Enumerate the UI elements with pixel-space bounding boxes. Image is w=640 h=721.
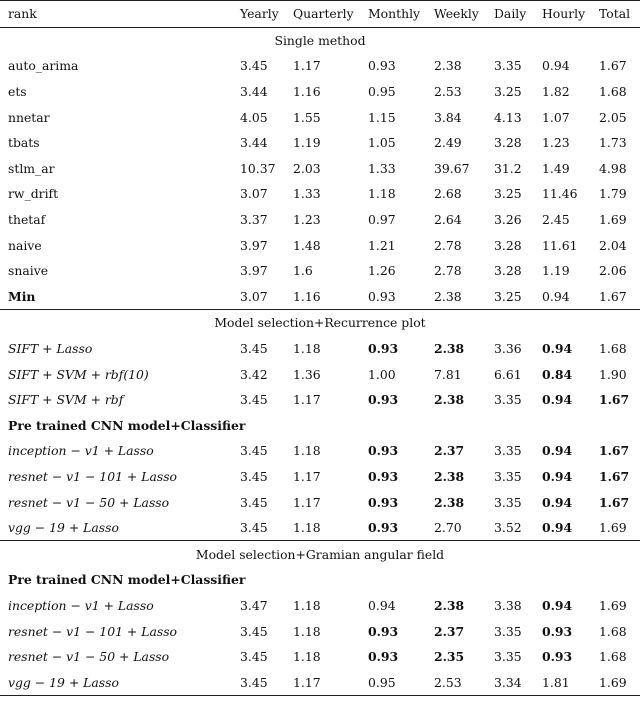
value-cell: 1.17: [293, 494, 321, 510]
value-cell: 3.45: [240, 494, 268, 510]
value-cell: 1.67: [599, 494, 630, 510]
method-name: resnet − v1 − 50 + Lasso: [8, 494, 170, 510]
value-cell: 3.36: [494, 341, 522, 357]
value-cell: 1.82: [542, 84, 570, 100]
value-cell: 1.17: [293, 674, 321, 690]
value-cell: 1.6: [293, 263, 313, 279]
section-header-row: [0, 310, 640, 336]
value-cell: 1.69: [599, 597, 627, 613]
table-row: [0, 232, 640, 258]
table-row: [0, 207, 640, 233]
value-cell: 1.81: [542, 674, 570, 690]
header-weekly: Weekly: [434, 6, 479, 22]
value-cell: 0.84: [542, 366, 573, 382]
value-cell: 2.38: [434, 597, 465, 613]
value-cell: 1.33: [368, 160, 396, 176]
value-cell: 3.37: [240, 212, 268, 228]
value-cell: 6.61: [494, 366, 522, 382]
value-cell: 2.78: [434, 263, 462, 279]
header-monthly: Monthly: [368, 6, 421, 22]
value-cell: 1.19: [293, 135, 321, 151]
value-cell: 2.64: [434, 212, 462, 228]
value-cell: 1.69: [599, 212, 627, 228]
value-cell: 3.07: [240, 288, 268, 304]
method-name: stlm_ar: [8, 160, 55, 176]
table-row: [0, 156, 640, 182]
value-cell: 0.93: [368, 288, 396, 304]
group-title: Pre trained CNN model+Classifier: [8, 417, 246, 433]
value-cell: 1.69: [599, 520, 627, 536]
value-cell: 1.67: [599, 443, 630, 459]
value-cell: 0.94: [542, 392, 573, 408]
value-cell: 2.04: [599, 237, 627, 253]
value-cell: 11.61: [542, 237, 578, 253]
method-name: vgg − 19 + Lasso: [8, 520, 119, 536]
section-title: Single method: [274, 32, 366, 48]
value-cell: 4.98: [599, 160, 627, 176]
value-cell: 3.45: [240, 392, 268, 408]
table-row: [0, 79, 640, 105]
value-cell: 0.93: [368, 649, 399, 665]
value-cell: 1.05: [368, 135, 396, 151]
header-daily: Daily: [494, 6, 527, 22]
value-cell: 0.94: [542, 58, 570, 74]
value-cell: 3.97: [240, 263, 268, 279]
value-cell: 1.49: [542, 160, 570, 176]
value-cell: 1.67: [599, 392, 630, 408]
method-name: ets: [8, 84, 27, 100]
table-row: [0, 438, 640, 464]
value-cell: 3.26: [494, 212, 522, 228]
method-name: inception − v1 + Lasso: [8, 443, 154, 459]
value-cell: 0.93: [542, 623, 573, 639]
value-cell: 3.45: [240, 58, 268, 74]
table-row: [0, 489, 640, 515]
group-header-row: [0, 567, 640, 593]
value-cell: 3.44: [240, 135, 268, 151]
value-cell: 1.21: [368, 237, 396, 253]
value-cell: 1.79: [599, 186, 627, 202]
value-cell: 0.93: [542, 649, 573, 665]
value-cell: 1.36: [293, 366, 321, 382]
value-cell: 11.46: [542, 186, 578, 202]
value-cell: 0.93: [368, 494, 399, 510]
value-cell: 1.18: [293, 341, 321, 357]
section-header-row: [0, 541, 640, 567]
table-row: [0, 336, 640, 362]
value-cell: 1.17: [293, 468, 321, 484]
value-cell: 3.47: [240, 597, 268, 613]
value-cell: 2.37: [434, 443, 465, 459]
value-cell: 3.45: [240, 623, 268, 639]
value-cell: 1.67: [599, 288, 627, 304]
value-cell: 3.35: [494, 392, 522, 408]
value-cell: 0.94: [542, 597, 573, 613]
value-cell: 31.2: [494, 160, 522, 176]
value-cell: 3.07: [240, 186, 268, 202]
value-cell: 3.45: [240, 341, 268, 357]
value-cell: 3.42: [240, 366, 268, 382]
value-cell: 1.68: [599, 649, 627, 665]
value-cell: 1.18: [293, 623, 321, 639]
method-name: naive: [8, 237, 42, 253]
value-cell: 7.81: [434, 366, 462, 382]
table-row: [0, 618, 640, 644]
value-cell: 2.78: [434, 237, 462, 253]
group-header-row: [0, 413, 640, 439]
value-cell: 2.70: [434, 520, 462, 536]
value-cell: 3.38: [494, 597, 522, 613]
value-cell: 2.38: [434, 288, 462, 304]
value-cell: 0.95: [368, 674, 396, 690]
value-cell: 0.94: [542, 494, 573, 510]
value-cell: 2.38: [434, 392, 465, 408]
value-cell: 3.52: [494, 520, 522, 536]
value-cell: 1.33: [293, 186, 321, 202]
value-cell: 0.93: [368, 623, 399, 639]
value-cell: 1.90: [599, 366, 627, 382]
value-cell: 3.35: [494, 649, 522, 665]
method-name: thetaf: [8, 212, 46, 228]
value-cell: 0.93: [368, 443, 399, 459]
value-cell: 2.49: [434, 135, 462, 151]
value-cell: 2.03: [293, 160, 321, 176]
header-hourly: Hourly: [542, 6, 586, 22]
value-cell: 0.94: [542, 520, 573, 536]
header-row: [0, 1, 640, 28]
table-row: [0, 361, 640, 387]
value-cell: 1.67: [599, 58, 627, 74]
value-cell: 3.45: [240, 520, 268, 536]
value-cell: 2.38: [434, 58, 462, 74]
value-cell: 3.28: [494, 237, 522, 253]
header-yearly: Yearly: [240, 6, 279, 22]
table-row: [0, 387, 640, 413]
value-cell: 3.28: [494, 135, 522, 151]
value-cell: 3.44: [240, 84, 268, 100]
method-name: SIFT + Lasso: [8, 341, 93, 357]
value-cell: 4.05: [240, 109, 268, 125]
value-cell: 0.94: [542, 443, 573, 459]
table-row: [0, 104, 640, 130]
table-body: [0, 27, 640, 695]
table-row: [0, 669, 640, 695]
method-name: tbats: [8, 135, 40, 151]
value-cell: 1.23: [293, 212, 321, 228]
value-cell: 3.35: [494, 494, 522, 510]
value-cell: 2.38: [434, 494, 465, 510]
value-cell: 3.25: [494, 84, 522, 100]
table-row: [0, 515, 640, 541]
value-cell: 1.55: [293, 109, 321, 125]
table-row: [0, 181, 640, 207]
section-header-row: [0, 27, 640, 53]
value-cell: 0.95: [368, 84, 396, 100]
method-name: inception − v1 + Lasso: [8, 597, 154, 613]
group-title: Pre trained CNN model+Classifier: [8, 572, 246, 588]
value-cell: 0.93: [368, 520, 399, 536]
value-cell: 1.23: [542, 135, 570, 151]
value-cell: 1.17: [293, 58, 321, 74]
method-name: nnetar: [8, 109, 50, 125]
value-cell: 4.13: [494, 109, 522, 125]
value-cell: 2.68: [434, 186, 462, 202]
method-name: Min: [8, 288, 36, 304]
value-cell: 1.00: [368, 366, 396, 382]
value-cell: 3.25: [494, 288, 522, 304]
value-cell: 3.28: [494, 263, 522, 279]
section-title: Model selection+Recurrence plot: [214, 315, 426, 331]
value-cell: 3.84: [434, 109, 462, 125]
value-cell: 3.97: [240, 237, 268, 253]
method-name: snaive: [8, 263, 49, 279]
value-cell: 1.26: [368, 263, 396, 279]
value-cell: 3.25: [494, 186, 522, 202]
value-cell: 2.38: [434, 468, 465, 484]
method-name: resnet − v1 − 101 + Lasso: [8, 623, 178, 639]
value-cell: 3.45: [240, 649, 268, 665]
value-cell: 0.93: [368, 58, 396, 74]
value-cell: 0.93: [368, 468, 399, 484]
value-cell: 1.16: [293, 288, 321, 304]
value-cell: 0.94: [542, 341, 573, 357]
value-cell: 2.38: [434, 341, 465, 357]
value-cell: 2.53: [434, 674, 462, 690]
value-cell: 0.94: [542, 468, 573, 484]
header-quarterly: Quarterly: [293, 6, 354, 22]
value-cell: 1.68: [599, 623, 627, 639]
header-total: Total: [599, 6, 631, 22]
table-row: [0, 593, 640, 619]
value-cell: 1.18: [293, 649, 321, 665]
value-cell: 0.93: [368, 392, 399, 408]
value-cell: 1.73: [599, 135, 627, 151]
value-cell: 3.35: [494, 443, 522, 459]
value-cell: 1.67: [599, 468, 630, 484]
table-row: [0, 258, 640, 284]
value-cell: 1.18: [368, 186, 396, 202]
method-name: auto_arima: [8, 58, 79, 74]
value-cell: 1.18: [293, 443, 321, 459]
value-cell: 3.34: [494, 674, 522, 690]
table-row: [0, 53, 640, 79]
value-cell: 1.48: [293, 237, 321, 253]
value-cell: 10.37: [240, 160, 276, 176]
value-cell: 1.16: [293, 84, 321, 100]
value-cell: 1.68: [599, 341, 627, 357]
value-cell: 3.35: [494, 468, 522, 484]
value-cell: 2.37: [434, 623, 465, 639]
value-cell: 0.94: [542, 288, 570, 304]
value-cell: 1.68: [599, 84, 627, 100]
method-name: vgg − 19 + Lasso: [8, 674, 119, 690]
table-row: [0, 130, 640, 156]
value-cell: 1.18: [293, 597, 321, 613]
table-row: [0, 464, 640, 490]
value-cell: 0.97: [368, 212, 396, 228]
value-cell: 1.19: [542, 263, 570, 279]
method-name: rw_drift: [8, 186, 59, 202]
value-cell: 3.45: [240, 468, 268, 484]
table-row: [0, 284, 640, 310]
value-cell: 2.45: [542, 212, 570, 228]
value-cell: 2.53: [434, 84, 462, 100]
header-rank: rank: [8, 6, 37, 22]
method-name: resnet − v1 − 101 + Lasso: [8, 468, 178, 484]
value-cell: 3.45: [240, 443, 268, 459]
value-cell: 2.05: [599, 109, 627, 125]
value-cell: 1.17: [293, 392, 321, 408]
method-name: resnet − v1 − 50 + Lasso: [8, 649, 170, 665]
value-cell: 1.07: [542, 109, 570, 125]
value-cell: 3.35: [494, 623, 522, 639]
table-row: [0, 644, 640, 670]
value-cell: 0.93: [368, 341, 399, 357]
method-name: SIFT + SVM + rbf: [8, 392, 124, 408]
value-cell: 2.06: [599, 263, 627, 279]
method-name: SIFT + SVM + rbf(10): [8, 366, 149, 382]
value-cell: 2.35: [434, 649, 465, 665]
value-cell: 0.94: [368, 597, 396, 613]
value-cell: 3.45: [240, 674, 268, 690]
value-cell: 39.67: [434, 160, 470, 176]
value-cell: 1.15: [368, 109, 396, 125]
value-cell: 1.69: [599, 674, 627, 690]
section-title: Model selection+Gramian angular field: [195, 546, 445, 562]
value-cell: 3.35: [494, 58, 522, 74]
value-cell: 1.18: [293, 520, 321, 536]
